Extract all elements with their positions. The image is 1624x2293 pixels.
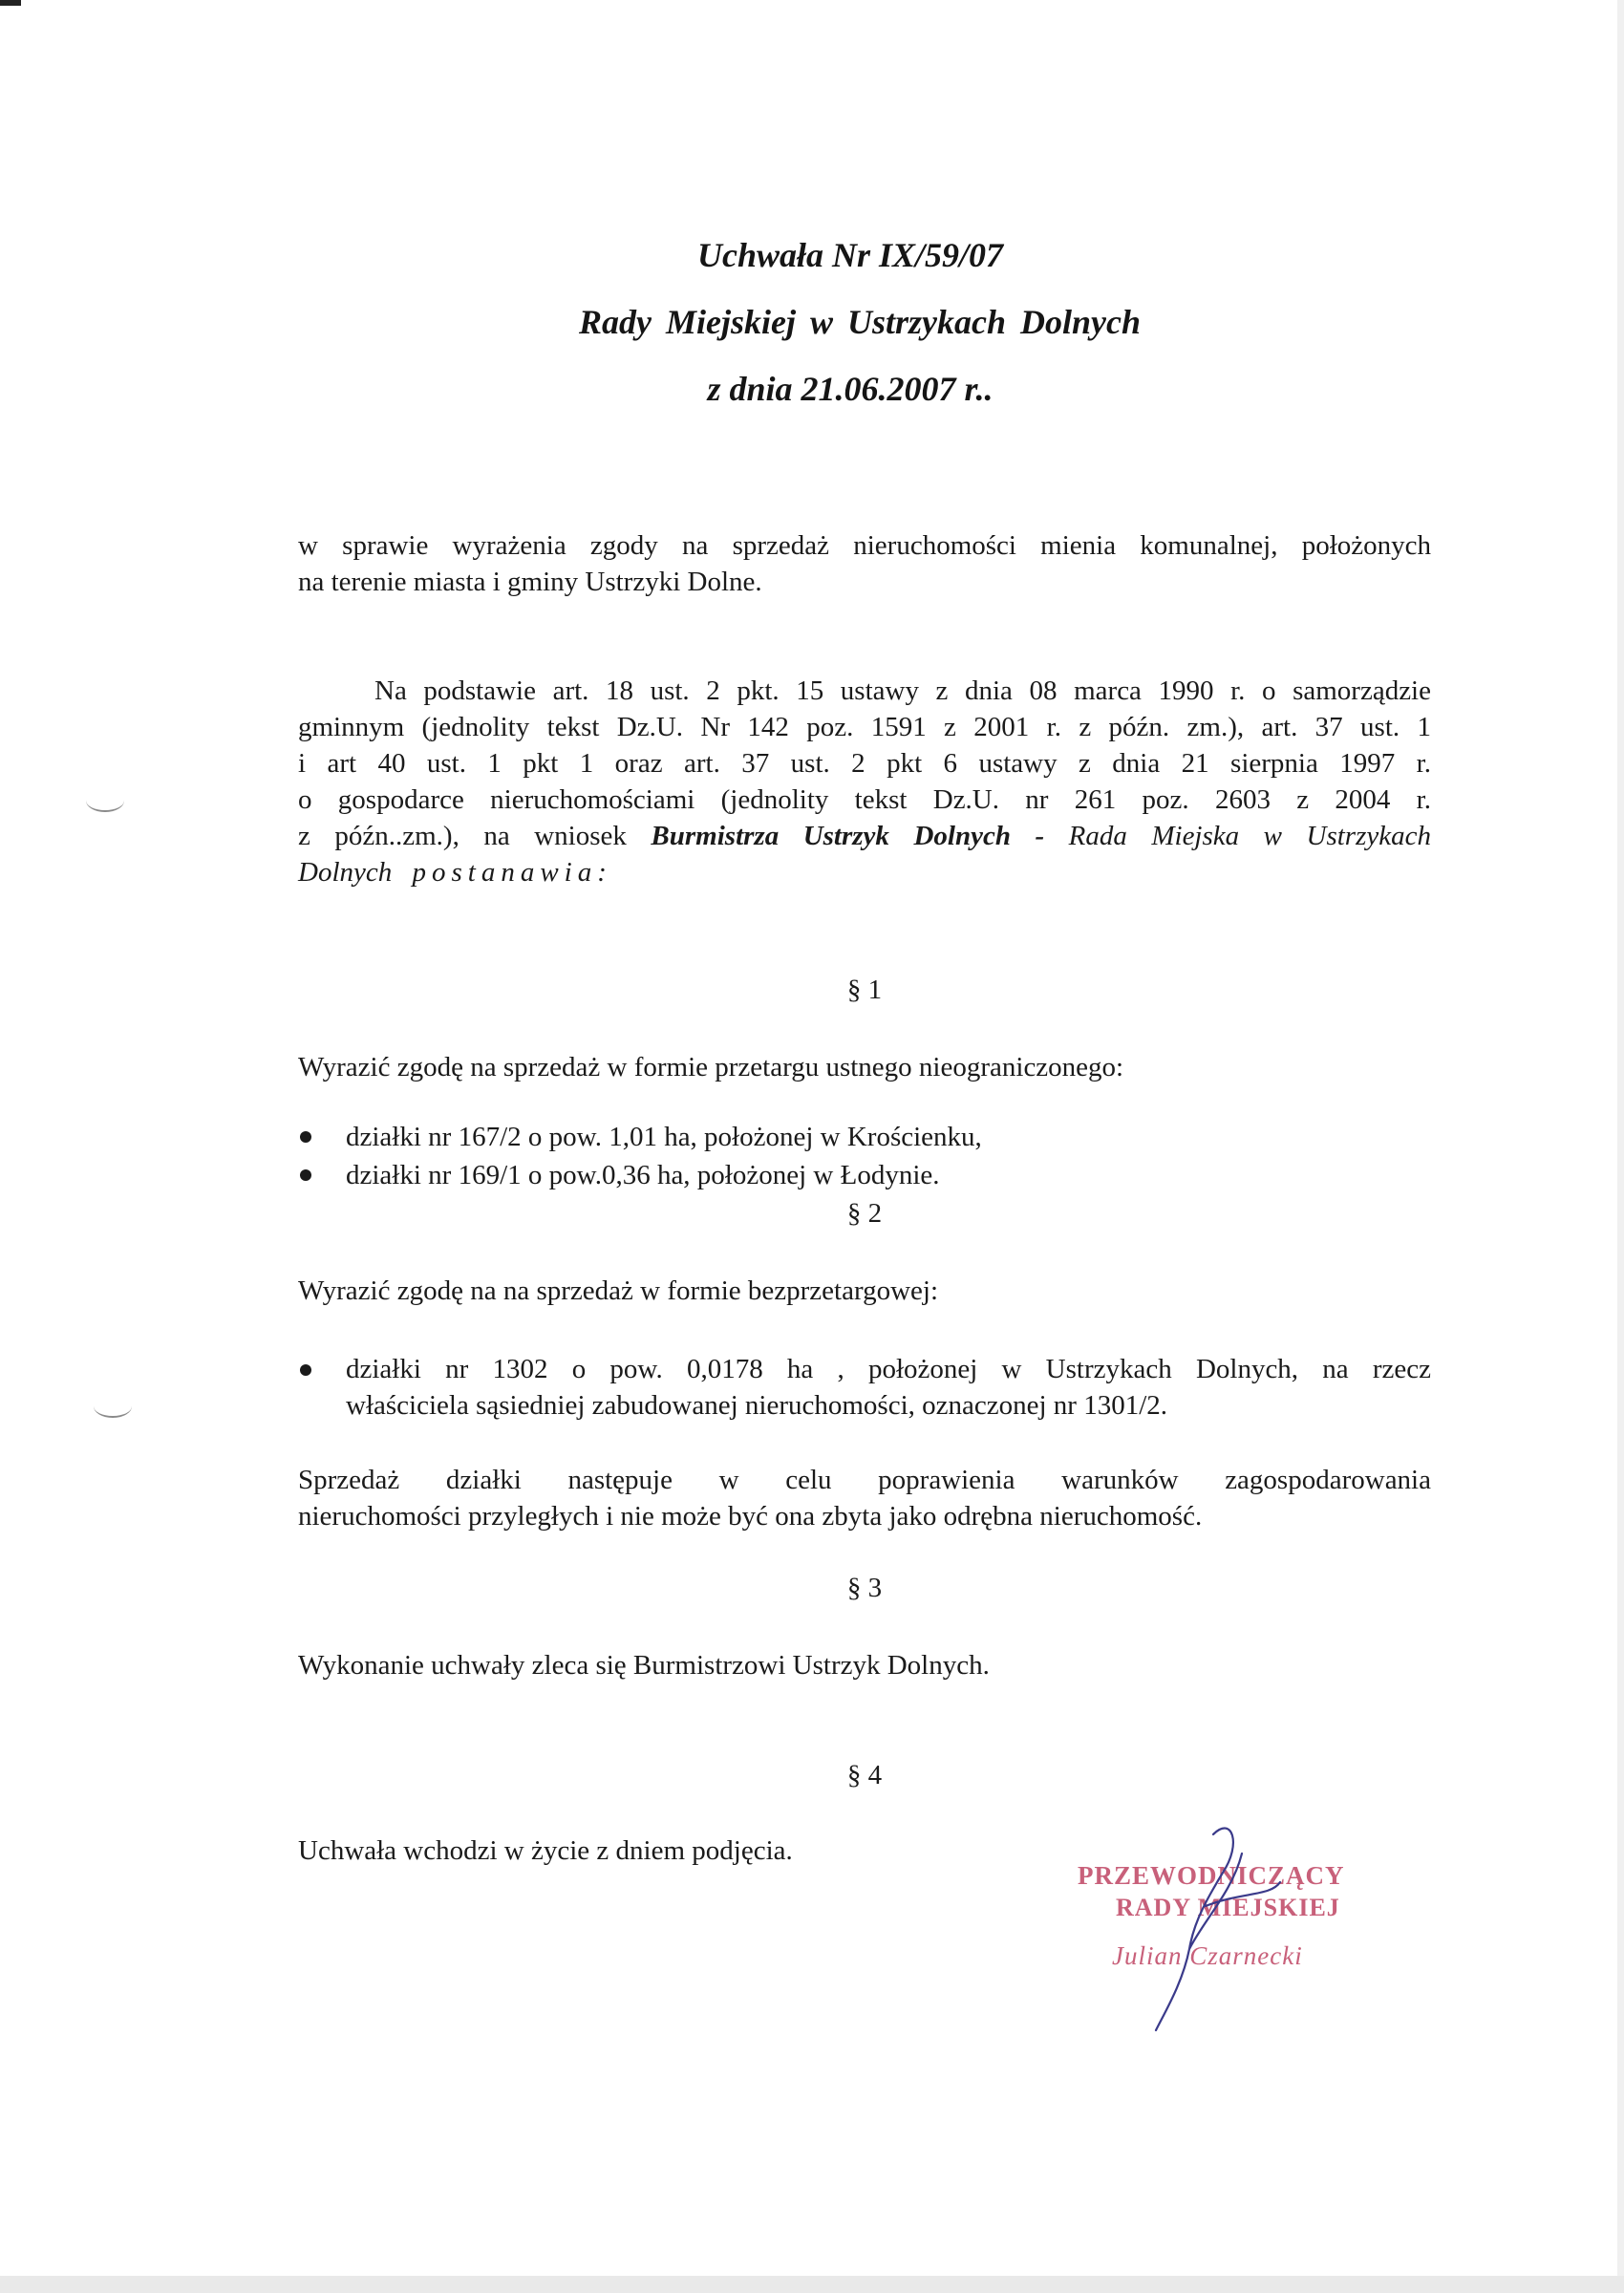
section-3-text: Wykonanie uchwały zleca się Burmistrzowi Ustrzyk Dolnych. bbox=[298, 1650, 990, 1681]
section-2-note-line-1: Sprzedaż działki następuje w celu poprawienia warunków zagospodarowania bbox=[298, 1465, 1431, 1495]
handwritten-signature bbox=[1099, 1815, 1309, 2035]
bullet-icon bbox=[300, 1131, 311, 1143]
preamble-line-6: Dolnych postanawia: bbox=[298, 857, 612, 888]
section-2-intro: Wyrazić zgodę na na sprzedaż w formie bezprzetargowej: bbox=[298, 1275, 939, 1306]
document-title: Uchwała Nr IX/59/07 bbox=[696, 236, 1004, 274]
preamble-line-4: o gospodarce nieruchomościami (jednolity tekst Dz.U. nr 261 poz. 2603 z 2004 r. bbox=[298, 784, 1431, 815]
subject-line-2: na terenie miasta i gminy Ustrzyki Dolne. bbox=[298, 567, 762, 597]
scan-bottom-edge bbox=[0, 2276, 1624, 2293]
document-date: z dnia 21.06.2007 r.. bbox=[707, 370, 994, 408]
list-item: działki nr 169/1 o pow.0,36 ha, położonej w Łodynie. bbox=[298, 1156, 1431, 1194]
preamble-line-2: gminnym (jednolity tekst Dz.U. Nr 142 poz. 1591 z 2001 r. z późn. zm.), art. 37 ust. 1 bbox=[298, 712, 1431, 742]
scan-corner-mark bbox=[0, 0, 21, 6]
punch-hole-mark bbox=[86, 789, 124, 812]
section-2-item: działki nr 1302 o pow. 0,0178 ha , położonej w Ustrzykach Dolnych, na rzecz właściciela sąsiedniej zabudowanej nieruchomości, oznaczonej nr 1301/2. bbox=[298, 1351, 1431, 1424]
mayor-name: Burmistrza Ustrzyk Dolnych - bbox=[651, 821, 1069, 851]
section-4-text: Uchwała wchodzi w życie z dniem podjęcia. bbox=[298, 1835, 793, 1866]
bullet-icon bbox=[300, 1364, 311, 1376]
section-3-sign: § 3 bbox=[846, 1573, 883, 1603]
section-2-sign: § 2 bbox=[846, 1198, 883, 1229]
document-council-name: Rady Miejskiej w Ustrzykach Dolnych bbox=[579, 303, 1141, 341]
punch-hole-mark bbox=[94, 1395, 132, 1418]
preamble-line-1: Na podstawie art. 18 ust. 2 pkt. 15 ustawy z dnia 08 marca 1990 r. o samorządzie bbox=[374, 675, 1431, 706]
resolves-word: postanawia: bbox=[412, 857, 612, 888]
section-2-note-line-2: nieruchomości przyległych i nie może być ona zbyta jako odrębna nieruchomość. bbox=[298, 1501, 1203, 1532]
section-4-sign: § 4 bbox=[846, 1760, 883, 1790]
section-1-intro: Wyrazić zgodę na sprzedaż w formie przetargu ustnego nieograniczonego: bbox=[298, 1052, 1124, 1082]
bullet-icon bbox=[300, 1169, 311, 1181]
preamble-line-3: i art 40 ust. 1 pkt 1 oraz art. 37 ust. 2 pkt 6 ustawy z dnia 21 sierpnia 1997 r. bbox=[298, 748, 1431, 779]
chairman-stamp: PRZEWODNICZĄCY RADY MIEJSKIEJ Julian Czarnecki bbox=[1078, 1861, 1345, 1970]
preamble-line-5: z późn..zm.), na wniosek Burmistrza Ustrzyk Dolnych - Rada Miejska w Ustrzykach bbox=[298, 821, 1431, 851]
subject-line-1: w sprawie wyrażenia zgody na sprzedaż nieruchomości mienia komunalnej, położonych bbox=[298, 530, 1431, 561]
list-item: działki nr 167/2 o pow. 1,01 ha, położonej w Krościenku, bbox=[298, 1118, 1431, 1156]
section-1-sign: § 1 bbox=[846, 975, 883, 1005]
council-name: Rada Miejska w Ustrzykach bbox=[1068, 821, 1431, 851]
section-1-list bbox=[298, 1118, 1431, 1194]
